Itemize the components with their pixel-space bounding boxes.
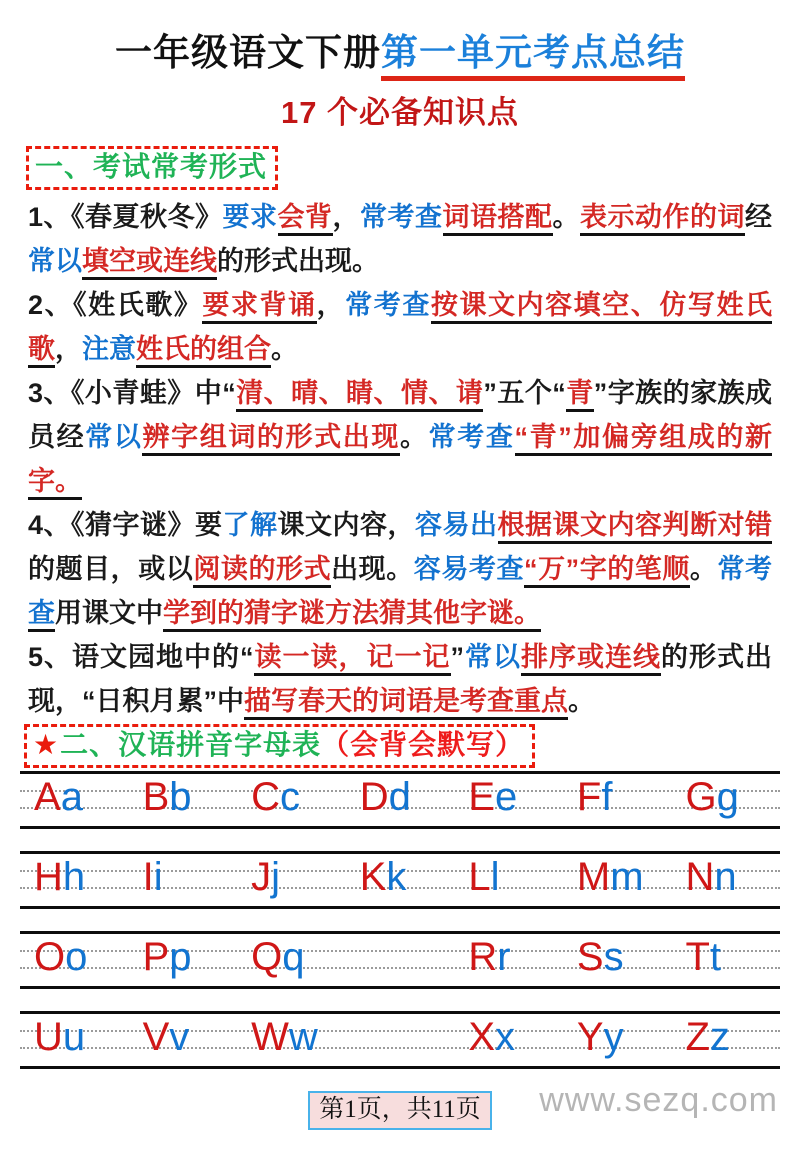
uppercase-letter: X [468,1015,495,1059]
letter-pair-Ee [454,774,563,826]
uppercase-letter: H [34,855,63,899]
uppercase-letter: C [251,775,281,819]
lowercase-letter: d [388,775,411,819]
lowercase-letter: q [282,935,305,979]
text-segment: 出现。 [331,554,414,584]
text-segment: ” [450,642,465,672]
page-title [0,30,800,76]
text-segment: ”五个“ [483,378,566,408]
text-segment: 1、《春夏秋冬》 [28,202,223,232]
lowercase-letter: p [169,935,192,979]
letter-pair-Ww [237,1014,346,1066]
alphabet-row-2 [20,851,780,909]
uppercase-letter: J [251,855,272,899]
text-segment: 根据课文内容判断对错 [498,510,773,544]
letter-pair-Rr [454,934,563,986]
text-segment: 阅读的形式 [193,554,331,588]
letter-pair-Aa [20,774,129,826]
star-icon: ★ [33,729,60,760]
lowercase-letter: n [714,855,737,899]
lowercase-letter: r [497,935,511,979]
text-segment: 的形式出现，“日积月累”中 [28,642,773,716]
text-segment: 的形式出现。 [217,246,379,276]
lowercase-letter: m [610,855,644,899]
text-segment: 常以 [28,246,82,276]
text-segment: 经 [745,202,773,232]
text-segment: ， [332,202,361,232]
text-segment: 词语搭配 [443,202,553,236]
text-segment: 要求背诵 [202,290,316,324]
lowercase-letter: u [62,1015,86,1059]
text-segment: 会背 [278,202,333,236]
text-segment: 要求 [222,202,278,232]
text-segment: 用课文中 [55,598,163,628]
letter-pair-empty [346,934,455,986]
lowercase-letter: a [60,775,83,819]
text-segment: ， [55,334,82,364]
text-segment: 辨字组词的形式出现 [142,422,400,456]
text-segment: 填空或连线 [82,246,217,280]
text-segment: 常考 [717,554,773,584]
letter-pair-Zz [671,1014,780,1066]
text-segment: 学到的猜字谜方法猜其他字谜。 [163,598,541,632]
lowercase-letter: h [62,855,86,899]
section2-heading-note: （会背会默写） [321,729,525,760]
letter-pair-Bb [129,774,238,826]
uppercase-letter: D [359,775,389,819]
lowercase-letter: b [169,775,192,819]
text-segment: 排序或连线 [521,642,661,676]
uppercase-letter: B [142,775,170,819]
section2-heading: 二、汉语拼音字母表 [60,729,322,760]
uppercase-letter: V [142,1015,170,1059]
letter-pair-Nn [671,854,780,906]
uppercase-letter: E [468,775,495,819]
letter-pair-Gg [671,774,780,826]
exam-point-3 [28,371,772,503]
text-segment: 5、语文园地中的“ [28,642,254,672]
letter-pair-Ll [454,854,563,906]
section1-heading-box [26,146,278,190]
text-segment: 姓氏的组合 [136,334,271,368]
text-segment: 的题目，或以 [28,554,194,584]
text-segment: 3、《小青蛙》中“ [28,378,236,408]
text-segment: 读一读，记一记 [254,642,451,676]
text-segment: 常以 [85,422,143,452]
page-footer [0,1081,800,1130]
letter-pair-Uu [20,1014,129,1066]
lowercase-letter: w [288,1015,318,1059]
text-segment: 注意 [82,334,136,364]
text-segment: ， [316,290,346,320]
letter-pair-Ss [563,934,672,986]
letter-pair-Qq [237,934,346,986]
lowercase-letter: o [65,935,88,979]
exam-point-5 [28,635,772,723]
letter-pair-Pp [129,934,238,986]
letter-pair-Jj [237,854,346,906]
text-segment: 容易考查 [413,554,525,584]
text-segment: 了解 [222,510,278,540]
lowercase-letter: l [490,855,500,899]
uppercase-letter: P [142,935,170,979]
text-segment: 常考查 [428,422,515,452]
text-segment: 描写春天的词语是考查重点 [244,686,568,720]
lowercase-letter: i [153,855,163,899]
text-segment: 常以 [464,642,522,672]
text-segment: 常考查 [345,290,431,320]
uppercase-letter: O [34,935,66,979]
section1-heading: 一、考试常考形式 [35,151,268,182]
section1-heading-row [26,146,800,190]
alphabet-row-3 [20,931,780,989]
letter-pair-Hh [20,854,129,906]
text-segment: 。 [568,686,595,716]
letter-pair-Ii [129,854,238,906]
text-segment: 课文内容， [277,510,416,540]
letter-pair-Yy [563,1014,672,1066]
text-segment: 容易出 [415,510,498,540]
uppercase-letter: K [359,855,387,899]
page-number-badge: 第1页，共11页 [308,1091,492,1130]
uppercase-letter: S [576,935,604,979]
exam-point-2 [28,283,772,371]
exam-point-4 [28,503,772,635]
text-segment: 。 [271,334,298,364]
lowercase-letter: s [603,935,624,979]
worksheet-page [0,30,800,1161]
uppercase-letter: T [685,935,710,979]
letter-pair-Vv [129,1014,238,1066]
letter-pair-Dd [346,774,455,826]
text-segment: ”字族的家族成员经 [28,378,773,452]
letter-pair-Tt [671,934,780,986]
text-segment: 青 [566,378,594,412]
letter-pair-Mm [563,854,672,906]
letter-pair-empty [346,1014,455,1066]
text-segment: 清、晴、睛、情、请 [236,378,484,412]
lowercase-letter: v [169,1015,190,1059]
uppercase-letter: Z [685,1015,710,1059]
exam-point-1 [28,195,772,283]
alphabet-row-4 [20,1011,780,1069]
lowercase-letter: e [495,775,518,819]
letter-pair-Cc [237,774,346,826]
section2-heading-box [24,724,535,768]
section2-heading-row [24,724,800,768]
text-segment: 。 [552,202,581,232]
uppercase-letter: Q [251,935,283,979]
text-segment: 表示动作的词 [580,202,745,236]
text-segment: 常考查 [360,202,443,232]
letter-pair-Kk [346,854,455,906]
text-segment: “青”加偏旁组成的新字。 [28,422,772,500]
uppercase-letter: Y [576,1015,604,1059]
lowercase-letter: z [709,1015,730,1059]
uppercase-letter: N [685,855,715,899]
text-segment: 按课文内容填空、仿写姓氏歌 [28,290,772,368]
lowercase-letter: k [386,855,407,899]
text-segment: 2、《姓氏歌》 [28,290,203,320]
alphabet-row-1 [20,771,780,829]
pinyin-alphabet-table [20,771,780,1069]
uppercase-letter: I [142,855,154,899]
exam-points-list [28,195,772,723]
uppercase-letter: M [576,855,611,899]
uppercase-letter: R [468,935,498,979]
text-segment: “万”字的笔顺 [524,554,690,588]
uppercase-letter: L [468,855,491,899]
uppercase-letter: A [34,775,61,819]
letter-pair-Ff [563,774,672,826]
lowercase-letter: x [495,1015,515,1059]
uppercase-letter: U [34,1015,63,1059]
letter-pair-Xx [454,1014,563,1066]
uppercase-letter: W [251,1015,289,1059]
lowercase-letter: g [716,775,739,819]
title-grade-part: 一年级语文下册 [115,32,381,73]
lowercase-letter: y [603,1015,624,1059]
uppercase-letter: F [576,775,602,819]
lowercase-letter: j [271,855,281,899]
text-segment: 。 [400,422,429,452]
lowercase-letter: t [709,935,722,979]
watermark-text: www.sezq.com [539,1081,778,1119]
uppercase-letter: G [685,775,717,819]
letter-pair-Oo [20,934,129,986]
lowercase-letter: c [280,775,301,819]
title-unit-part: 第一单元考点总结 [381,32,685,81]
text-segment: 。 [689,554,718,584]
subtitle: 17 个必备知识点 [280,95,520,130]
lowercase-letter: f [601,775,613,819]
text-segment: 查 [28,598,55,632]
text-segment: 4、《猜字谜》要 [28,510,223,540]
